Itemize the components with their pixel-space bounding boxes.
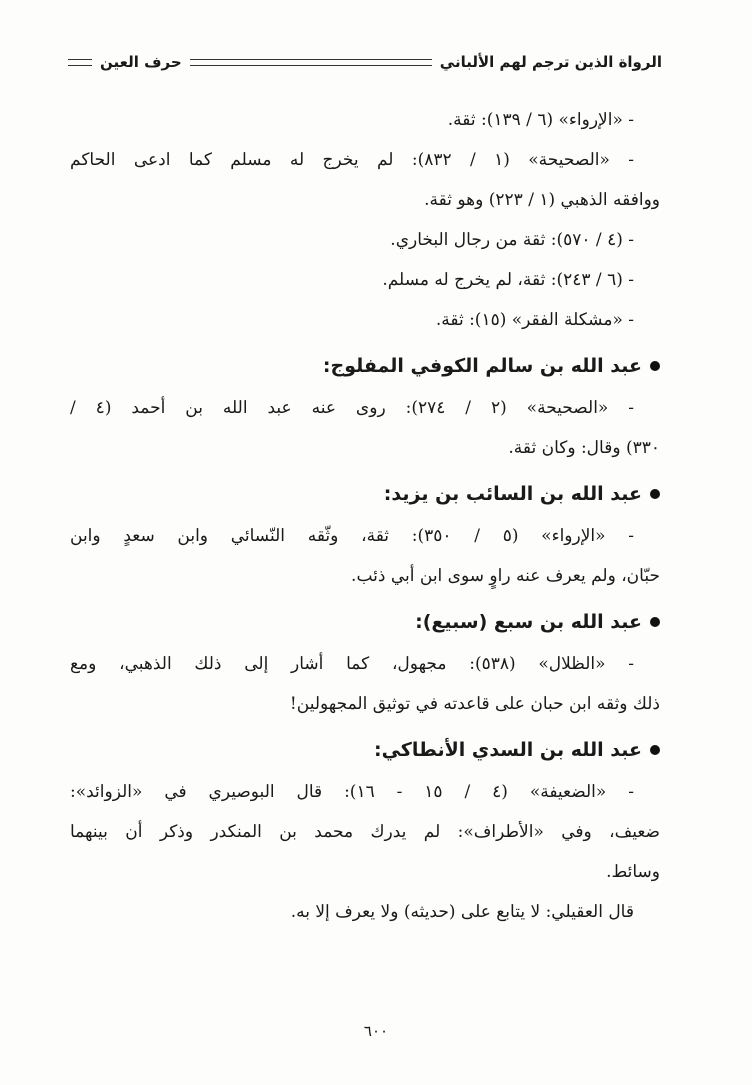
header-rule (190, 59, 432, 66)
bullet-icon (650, 361, 660, 371)
text-line: ذلك وثقه ابن حبان على قاعدته في توثيق المجهولين! (289, 694, 660, 714)
text-line: ووافقه الذهبي (١ / ٢٢٣) وهو ثقة. (424, 190, 660, 210)
entry-heading (70, 472, 660, 516)
text-line: - «الإرواء» (٦ / ١٣٩): ثقة. (447, 110, 634, 130)
text-line: - (٤ / ٥٧٠): ثقة من رجال البخاري. (390, 230, 634, 250)
entry-heading-text: عبد الله بن سالم الكوفي المفلوج: (322, 355, 642, 377)
running-header (68, 50, 662, 74)
text-line: - (٦ / ٢٤٣): ثقة، لم يخرج له مسلم. (382, 270, 634, 290)
text-line: - «الضعيفة» (٤ / ١٥ - ١٦): قال البوصيري في «الزوائد»: (70, 782, 634, 802)
entry-heading (70, 344, 660, 388)
entry-heading (70, 728, 660, 772)
header-section: حرف العين (100, 53, 182, 71)
page-number: ٦٠٠ (363, 1022, 389, 1040)
text-line: - «الظلال» (٥٣٨): مجهول، كما أشار إلى ذلك الذهبي، ومع (70, 654, 634, 674)
entry-heading-text: عبد الله بن السائب بن يزيد: (383, 483, 642, 505)
entry-heading-text: عبد الله بن سبع (سبيع): (415, 611, 642, 633)
text-line: حبّان، ولم يعرف عنه راوٍ سوى ابن أبي ذئب. (351, 566, 660, 586)
entry-heading (70, 600, 660, 644)
bullet-icon (650, 745, 660, 755)
bullet-icon (650, 489, 660, 499)
header-title: الرواة الذين ترجم لهم الألباني (439, 53, 662, 71)
text-line: وسائط. (606, 862, 660, 882)
text-line: - «الصحيحة» (٢ / ٢٧٤): روى عنه عبد الله بن أحمد (٤ / (70, 398, 634, 418)
text-line: قال العقيلي: لا يتابع على (حديثه) ولا يعرف إلا به. (290, 902, 634, 922)
header-short-rule (68, 59, 92, 66)
bullet-icon (650, 617, 660, 627)
text-line: ضعيف، وفي «الأطراف»: لم يدرك محمد بن المنكدر وذكر أن بينهما (70, 822, 660, 842)
text-line: - «الإرواء» (٥ / ٣٥٠): ثقة، وثّقه النّسائي وابن سعدٍ وابن (70, 526, 634, 546)
text-line: - «مشكلة الفقر» (١٥): ثقة. (435, 310, 634, 330)
text-line: ٣٣٠) وقال: وكان ثقة. (508, 438, 660, 458)
entry-heading-text: عبد الله بن السدي الأنطاكي: (373, 739, 642, 761)
main-text (70, 100, 660, 932)
text-line: - «الصحيحة» (١ / ٨٣٢): لم يخرج له مسلم كما ادعى الحاكم (70, 150, 634, 170)
